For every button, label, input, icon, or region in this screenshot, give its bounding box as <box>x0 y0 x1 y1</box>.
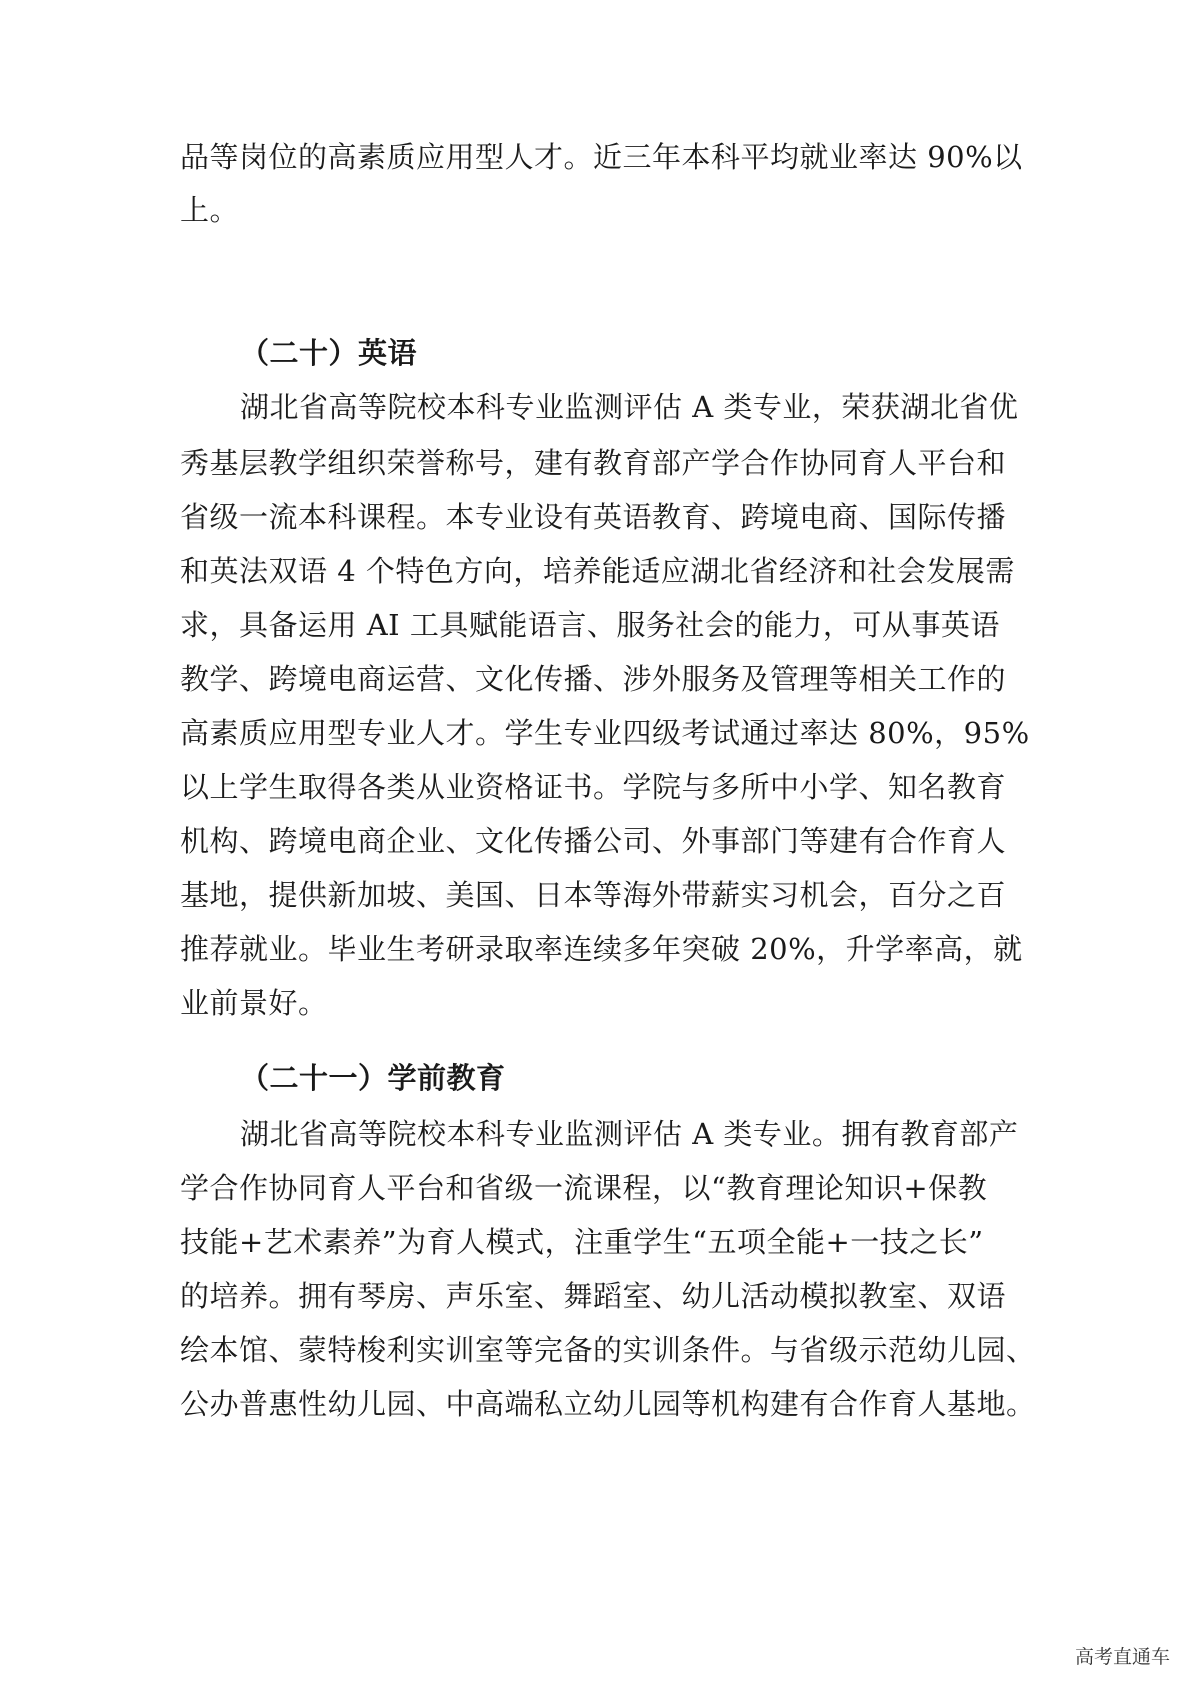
paragraph-line: 绘本馆、蒙特梭利实训室等完备的实训条件。与省级示范幼儿园、 <box>180 1333 1036 1367</box>
watermark-text: 高考直通车 <box>1074 1646 1170 1668</box>
paragraph-line: 省级一流本科课程。本专业设有英语教育、跨境电商、国际传播 <box>180 500 1007 534</box>
paragraph-line: 技能+艺术素养”为育人模式，注重学生“五项全能+一技之长” <box>180 1225 984 1259</box>
paragraph-line: 湖北省高等院校本科专业监测评估 A 类专业，荣获湖北省优 <box>240 390 1019 424</box>
paragraph-line: 品等岗位的高素质应用型人才。近三年本科平均就业率达 90%以 <box>180 140 1023 174</box>
paragraph-line: 上。 <box>180 193 240 227</box>
paragraph-line: 高素质应用型专业人才。学生专业四级考试通过率达 80%，95% <box>180 716 1030 750</box>
paragraph-line: 和英法双语 4 个特色方向，培养能适应湖北省经济和社会发展需 <box>180 554 1015 588</box>
section-heading-preschool: （二十一）学前教育 <box>240 1061 506 1095</box>
paragraph-line: 公办普惠性幼儿园、中高端私立幼儿园等机构建有合作育人基地。 <box>180 1387 1036 1421</box>
paragraph-line: 秀基层教学组织荣誉称号，建有教育部产学合作协同育人平台和 <box>180 446 1007 480</box>
paragraph-line: 机构、跨境电商企业、文化传播公司、外事部门等建有合作育人 <box>180 824 1007 858</box>
paragraph-line: 湖北省高等院校本科专业监测评估 A 类专业。拥有教育部产 <box>240 1117 1019 1151</box>
paragraph-line: 教学、跨境电商运营、文化传播、涉外服务及管理等相关工作的 <box>180 662 1007 696</box>
paragraph-line: 业前景好。 <box>180 986 328 1020</box>
paragraph-line: 求，具备运用 AI 工具赋能语言、服务社会的能力，可从事英语 <box>180 608 1000 642</box>
paragraph-line: 以上学生取得各类从业资格证书。学院与多所中小学、知名教育 <box>180 770 1007 804</box>
paragraph-line: 的培养。拥有琴房、声乐室、舞蹈室、幼儿活动模拟教室、双语 <box>180 1279 1007 1313</box>
paragraph-line: 基地，提供新加坡、美国、日本等海外带薪实习机会，百分之百 <box>180 878 1007 912</box>
section-heading-english: （二十）英语 <box>240 336 418 370</box>
paragraph-line: 推荐就业。毕业生考研录取率连续多年突破 20%，升学率高，就 <box>180 932 1023 966</box>
paragraph-line: 学合作协同育人平台和省级一流课程，以“教育理论知识+保教 <box>180 1171 988 1205</box>
